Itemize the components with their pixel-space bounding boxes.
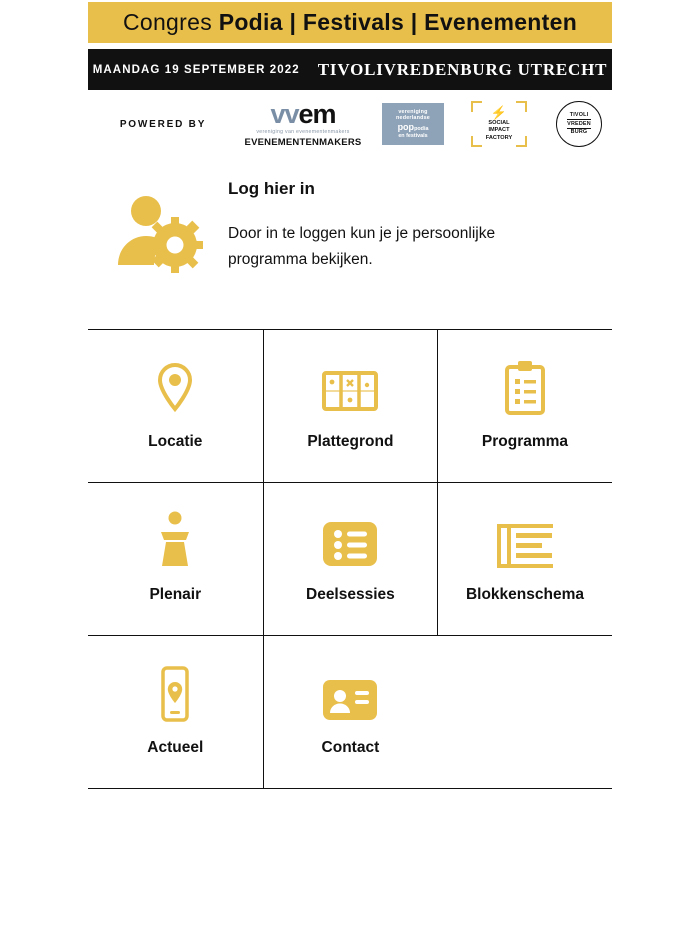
tile-label: Plattegrond (307, 433, 394, 450)
tile-grid (88, 329, 612, 789)
map-pin-icon (155, 355, 195, 417)
login-title: Log hier in (228, 179, 315, 198)
vnpf-line-3: poppodia (397, 122, 429, 133)
vvem-logo-tagline: vereniging van evenementenmakers (256, 128, 350, 135)
map-icon (320, 355, 380, 417)
event-venue: TIVOLIVREDENBURG UTRECHT (317, 59, 608, 79)
tile-grid-row (88, 330, 612, 483)
tile-label: Contact (321, 739, 380, 756)
schedule-grid-icon (494, 508, 556, 570)
tile-grid-row (88, 483, 612, 636)
mobile-pin-icon (157, 661, 193, 723)
tile-plenair[interactable] (88, 483, 263, 635)
social-impact-factory-logo (468, 101, 530, 147)
id-card-icon (321, 661, 379, 723)
tile-label: Actueel (147, 739, 204, 756)
user-settings-icon (88, 175, 228, 273)
tivolivredenburg-logo (556, 101, 602, 147)
login-text-block (228, 175, 528, 272)
tile-plattegrond[interactable] (263, 330, 438, 482)
corner-bracket-icon (471, 136, 482, 147)
tivoli-line-3: BURG (570, 128, 588, 135)
lightning-bolt-icon: ⚡ (490, 105, 508, 121)
corner-bracket-icon (516, 136, 527, 147)
corner-bracket-icon (516, 101, 527, 112)
congress-title-banner (88, 2, 612, 43)
tile-locatie[interactable] (88, 330, 263, 482)
powered-by-row (88, 98, 612, 150)
sif-text: SOCIAL IMPACT FACTORY (485, 120, 513, 141)
corner-bracket-icon (471, 101, 482, 112)
congress-title-light: Congres (122, 9, 219, 35)
tile-label: Blokkenschema (465, 586, 584, 603)
vvem-logo-sub: EVENEMENTENMAKERS (244, 136, 362, 148)
vvem-logo (238, 100, 368, 148)
powered-by-label: POWERED BY (119, 118, 207, 130)
clipboard-list-icon (501, 355, 549, 417)
tile-contact[interactable] (263, 636, 438, 788)
vvem-logo-mark: vvem (270, 98, 336, 129)
tile-label: Plenair (149, 586, 202, 603)
tile-grid-row (88, 636, 612, 789)
tivoli-line-1: TIVOLI (569, 112, 589, 119)
event-details-banner (88, 49, 612, 90)
vnpf-logo (382, 103, 444, 145)
login-description: Door in te loggen kun je je persoonlijke programma bekijken. (228, 225, 496, 268)
lectern-icon (153, 508, 197, 570)
tile-deelsessies[interactable] (263, 483, 438, 635)
vnpf-line-1: vereniging (398, 109, 428, 116)
tile-label: Locatie (148, 433, 203, 450)
tile-blokkenschema[interactable] (437, 483, 612, 635)
tile-actueel[interactable] (88, 636, 263, 788)
congress-title-bold: Podia | Festivals | Evenementen (218, 9, 578, 35)
page-title (123, 9, 577, 36)
tile-programma[interactable] (437, 330, 612, 482)
login-section[interactable] (88, 175, 612, 273)
vnpf-line-2: nederlandse (396, 115, 430, 122)
tile-empty (437, 636, 612, 788)
event-date: MAANDAG 19 SEPTEMBER 2022 (92, 63, 300, 76)
tile-label: Programma (481, 433, 569, 450)
vnpf-line-4: en festivals (398, 132, 428, 139)
bullet-list-icon (321, 508, 379, 570)
tile-label: Deelsessies (306, 586, 395, 603)
tivoli-line-2: VREDEN (567, 119, 591, 129)
